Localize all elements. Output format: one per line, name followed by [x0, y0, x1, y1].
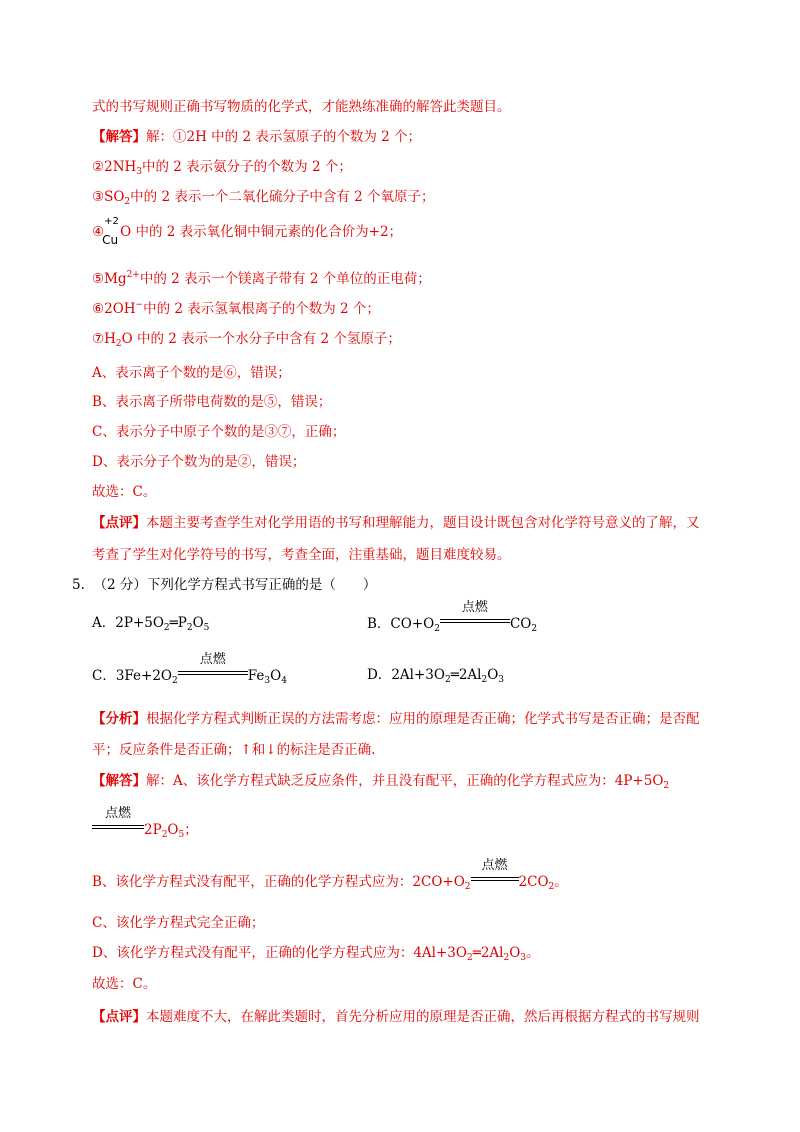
subscript: 5 [203, 623, 210, 633]
text-line [92, 216, 403, 247]
option-text: CO [509, 616, 532, 632]
text: 中的 2 表示一个镁离子带有 2 个单位的正电荷； [139, 271, 431, 287]
subscript: 3 [136, 167, 143, 177]
review-text: 本题主要考查学生对化学用语的书写和理解能力，题目设计既包含对化学符号意义的了解，又 [146, 515, 700, 531]
superscript: 2+ [126, 270, 140, 280]
text-line [92, 128, 421, 146]
answer-text: 解：A、该化学方程式缺乏反应条件，并且没有配平，正确的化学方程式应为：4P+5O [146, 773, 664, 789]
subscript: 2 [172, 676, 178, 686]
option-text: C．3Fe+2O [92, 668, 173, 684]
subscript: 5 [178, 830, 185, 840]
condition-label: 点燃 [461, 600, 488, 615]
review-text: 本题难度不大，在解此类题时，首先分析应用的原理是否正确，然后再根据方程式的书写规则 [146, 1009, 700, 1025]
punctuation: 。 [526, 945, 540, 961]
analysis-text: 根据化学方程式判断正误的方法需考虑：应用的原理是否正确；化学式书写是否正确；是否配 [146, 711, 700, 727]
subscript: 2 [548, 882, 555, 892]
text-line: 故选：C。 [92, 976, 157, 992]
text-line [92, 188, 435, 206]
subscript: 2 [466, 953, 473, 963]
subscript: 2 [444, 675, 451, 685]
answer-text: B、该化学方程式没有配平，正确的化学方程式应为：2CO+O [92, 874, 465, 890]
question-5 [72, 576, 376, 594]
option-text: Fe [247, 668, 265, 684]
text-line: 考查了学生对化学符号的书写，考查全面，注重基础，题目难度较易。 [92, 547, 511, 563]
punctuation: ； [184, 822, 198, 838]
text: 中的 2 表示一个二氧化硫分子中含有 2 个氧原子； [130, 189, 435, 205]
option-c [92, 652, 287, 686]
formula: ⑦H [92, 331, 116, 347]
text-line: D、表示分子个数为的是②，错误； [92, 454, 306, 470]
formula: ⑥2OH [92, 301, 136, 317]
subscript: 2 [434, 624, 440, 634]
option-text: O [192, 615, 204, 631]
text-line: 故选：C。 [92, 484, 157, 500]
reaction-condition [92, 806, 144, 834]
option-text: ═2Al [450, 667, 482, 683]
text-line: C、表示分子中原子个数的是③⑦，正确； [92, 424, 346, 440]
option-text: ═P [169, 615, 187, 631]
text-line [92, 514, 700, 532]
review-tag: 【点评】 [92, 515, 146, 531]
superscript: − [135, 300, 144, 310]
subscript: 3 [264, 676, 271, 686]
subscript: 3 [520, 953, 527, 963]
text-line [92, 710, 700, 728]
question-stem: （2 分）下列化学方程式书写正确的是（ ） [93, 577, 377, 593]
reaction-condition [440, 600, 510, 628]
text-line: 平；反应条件是否正确；↑和↓的标注是否正确. [92, 742, 376, 758]
text: 中的 2 表示氨分子的个数为 2 个； [142, 159, 352, 175]
text: 中的 2 表示氢氧根离子的个数为 2 个； [143, 301, 380, 317]
formula: O [509, 945, 521, 961]
question-number: 5. [72, 577, 85, 593]
circled-number: ④ [92, 224, 105, 240]
subscript: 2 [481, 675, 488, 685]
formula: 2P [144, 822, 162, 838]
text-line: C、该化学方程式完全正确； [92, 915, 265, 931]
subscript: 2 [503, 953, 510, 963]
text-line [92, 158, 352, 176]
option-text: O [270, 668, 282, 684]
text: O 中的 2 表示氧化铜中铜元素的化合价为+2； [120, 224, 403, 240]
valence-value: +2 [104, 216, 119, 227]
text-line [92, 1008, 700, 1026]
option-b [367, 600, 538, 634]
option-d [367, 666, 504, 684]
subscript: 2 [663, 781, 670, 791]
subscript: 2 [531, 624, 538, 634]
subscript: 2 [161, 830, 168, 840]
answer-text: D、该化学方程式没有配平，正确的化学方程式应为：4Al+3O [92, 945, 467, 961]
answer-tag: 【解答】 [92, 773, 146, 789]
subscript: 2 [464, 882, 471, 892]
subscript: 2 [115, 339, 122, 349]
element-symbol: Cu [102, 233, 119, 247]
subscript: 2 [124, 197, 131, 207]
answer-text: 解：①2H 中的 2 表示氢原子的个数为 2 个； [146, 129, 421, 145]
formula: ⑤Mg [92, 271, 127, 287]
formula: O [167, 822, 179, 838]
text: O 中的 2 表示一个水分子中含有 2 个氢原子； [121, 331, 401, 347]
punctuation: 。 [554, 874, 568, 890]
condition-label: 点燃 [481, 858, 508, 873]
formula: ③SO [92, 189, 125, 205]
text-line [92, 270, 431, 288]
subscript: 2 [186, 623, 193, 633]
formula: 2CO [518, 874, 549, 890]
subscript: 3 [498, 675, 505, 685]
text-line: 式的书写规则正确书写物质的化学式，才能熟练准确的解答此类题目。 [92, 99, 511, 115]
option-text: O [487, 667, 499, 683]
condition-label: 点燃 [199, 652, 226, 667]
text-line [92, 806, 198, 840]
formula: ②2NH [92, 159, 137, 175]
text-line: A、表示离子个数的是⑥，错误； [92, 365, 291, 381]
text-line: B、表示离子所带电荷数的是⑤，错误； [92, 394, 332, 410]
condition-label: 点燃 [104, 806, 131, 821]
formula: ═2Al [472, 945, 504, 961]
text-line [92, 330, 401, 348]
text-line [92, 772, 669, 790]
reaction-condition [471, 858, 519, 886]
text-line [92, 944, 540, 962]
option-text: B．CO+O [367, 616, 435, 632]
subscript: 4 [281, 676, 287, 686]
analysis-tag: 【分析】 [92, 711, 146, 727]
review-tag: 【点评】 [92, 1009, 146, 1025]
reaction-condition [178, 652, 248, 680]
subscript: 2 [163, 623, 170, 633]
option-a [92, 614, 209, 632]
answer-tag: 【解答】 [92, 129, 146, 145]
text-line [92, 300, 380, 318]
option-text: D．2Al+3O [367, 667, 445, 683]
text-line [92, 858, 568, 892]
valence-notation [102, 216, 120, 247]
option-text: A．2P+5O [92, 615, 164, 631]
